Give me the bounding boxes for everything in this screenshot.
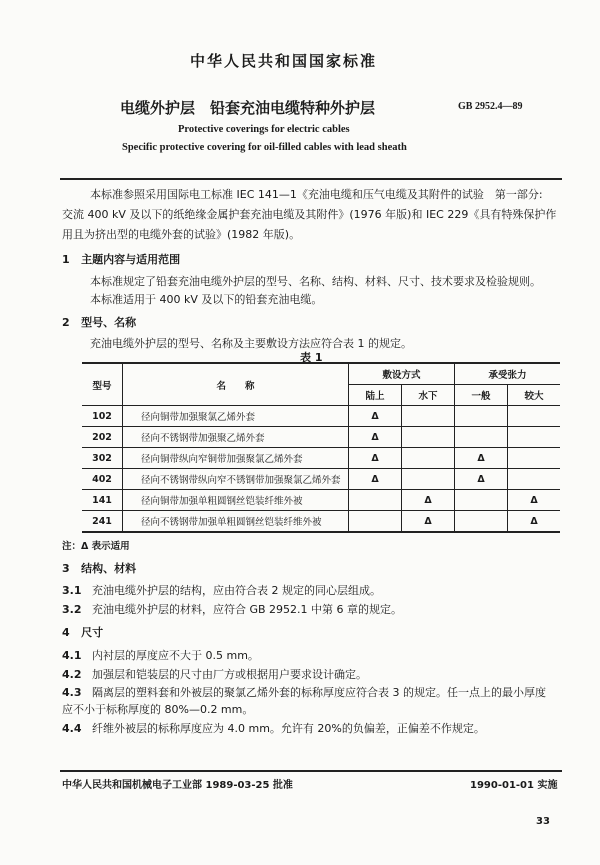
cell-land bbox=[349, 490, 402, 511]
section-title: 主题内容与适用范围 bbox=[81, 253, 181, 266]
section-1-heading bbox=[62, 251, 180, 267]
cell-normal: Δ bbox=[455, 469, 508, 490]
clause-number: 4.3 bbox=[62, 686, 82, 699]
section-number: 2 bbox=[62, 316, 70, 329]
title-en-2: Specific protective covering for oil-filled cables with lead sheath bbox=[122, 142, 407, 153]
cell-model: 241 bbox=[82, 511, 123, 533]
cell-normal: Δ bbox=[455, 448, 508, 469]
cell-land: Δ bbox=[349, 469, 402, 490]
table-row bbox=[82, 406, 560, 427]
section-title: 型号、名称 bbox=[81, 316, 137, 329]
intro-line: 本标准参照采用国际电工标准 IEC 141—1《充油电缆和压气电缆及其附件的试验 第一部分: bbox=[90, 188, 543, 201]
clause-number: 4.2 bbox=[62, 668, 82, 681]
header-model: 型号 bbox=[82, 363, 123, 406]
cell-land: Δ bbox=[349, 427, 402, 448]
header-name: 名 称 bbox=[123, 363, 349, 406]
cell-normal bbox=[455, 490, 508, 511]
clause-number: 4.1 bbox=[62, 649, 82, 662]
table-1 bbox=[82, 362, 560, 533]
title: 电缆外护层 铅套充油电缆特种外护层 bbox=[120, 99, 376, 117]
cell-land: Δ bbox=[349, 406, 402, 427]
section-4-heading bbox=[62, 624, 103, 640]
header-water: 水下 bbox=[402, 385, 455, 406]
standard-number: GB 2952.4—89 bbox=[458, 101, 523, 112]
cell-name: 径向铜带加强单粗圆钢丝铠装纤维外被 bbox=[123, 490, 349, 511]
section-number: 1 bbox=[62, 253, 70, 266]
cell-normal bbox=[455, 427, 508, 448]
cell-model: 141 bbox=[82, 490, 123, 511]
paragraph: 加强层和铠装层的尺寸由厂方或根据用户要求设计确定。 bbox=[92, 668, 367, 681]
cell-name: 径向铜带纵向窄铜带加强聚氯乙烯外套 bbox=[123, 448, 349, 469]
header: 中华人民共和国国家标准 bbox=[190, 52, 378, 70]
cell-large bbox=[508, 469, 561, 490]
table-caption: 表 1 bbox=[300, 351, 323, 364]
header-tension: 承受张力 bbox=[455, 363, 561, 385]
paragraph: 内衬层的厚度应不大于 0.5 mm。 bbox=[92, 649, 259, 662]
cell-model: 202 bbox=[82, 427, 123, 448]
cell-name: 径向不锈钢带加强单粗圆钢丝铠装纤维外被 bbox=[123, 511, 349, 533]
cell-name: 径向铜带加强聚氯乙烯外套 bbox=[123, 406, 349, 427]
cell-large: Δ bbox=[508, 511, 561, 533]
clause-number: 4.4 bbox=[62, 722, 82, 735]
title-en-1: Protective coverings for electric cables bbox=[178, 124, 350, 135]
cell-name: 径向不锈钢带加强聚乙烯外套 bbox=[123, 427, 349, 448]
cell-large bbox=[508, 448, 561, 469]
clause-number: 3.2 bbox=[62, 603, 82, 616]
intro-line: 用且为挤出型的电缆外套的试验》(1982 年版)。 bbox=[62, 228, 301, 241]
paragraph: 纤维外被层的标称厚度应为 4.0 mm。允许有 20%的负偏差，正偏差不作规定。 bbox=[92, 722, 485, 735]
table-row bbox=[82, 511, 560, 533]
cell-large: Δ bbox=[508, 490, 561, 511]
section-2-heading bbox=[62, 314, 136, 330]
cell-water bbox=[402, 406, 455, 427]
paragraph: 本标准规定了铅套充油电缆外护层的型号、名称、结构、材料、尺寸、技术要求及检验规则。 bbox=[90, 275, 541, 288]
cell-large bbox=[508, 427, 561, 448]
header-laying: 敷设方式 bbox=[349, 363, 455, 385]
header-normal: 一般 bbox=[455, 385, 508, 406]
cell-normal bbox=[455, 511, 508, 533]
table-note: 注：Δ 表示适用 bbox=[62, 541, 130, 552]
table-row bbox=[82, 490, 560, 511]
effective-date: 1990-01-01 实施 bbox=[470, 780, 558, 791]
table-row bbox=[82, 469, 560, 490]
cell-water bbox=[402, 427, 455, 448]
section-title: 结构、材料 bbox=[81, 562, 137, 575]
footer-rule bbox=[60, 770, 562, 772]
intro-line: 交流 400 kV 及以下的纸绝缘金属护套充油电缆及其附件》(1976 年版)和 IEC 229《具有特殊保护作 bbox=[62, 208, 557, 221]
paragraph: 充油电缆外护层的型号、名称及主要敷设方法应符合表 1 的规定。 bbox=[90, 337, 412, 350]
page-number: 33 bbox=[536, 816, 550, 827]
paragraph: 应不小于标称厚度的 80%—0.2 mm。 bbox=[62, 703, 254, 716]
cell-land bbox=[349, 511, 402, 533]
approval: 中华人民共和国机械电子工业部 1989-03-25 批准 bbox=[62, 780, 293, 791]
section-number: 3 bbox=[62, 562, 70, 575]
cell-land: Δ bbox=[349, 448, 402, 469]
section-title: 尺寸 bbox=[81, 626, 104, 639]
header-land: 陆上 bbox=[349, 385, 402, 406]
cell-water bbox=[402, 469, 455, 490]
paragraph: 隔离层的塑料套和外被层的聚氯乙烯外套的标称厚度应符合表 3 的规定。任一点上的最小厚度 bbox=[92, 686, 546, 699]
cell-large bbox=[508, 406, 561, 427]
paragraph: 本标准适用于 400 kV 及以下的铅套充油电缆。 bbox=[90, 293, 323, 306]
section-3-heading bbox=[62, 560, 136, 576]
table-row bbox=[82, 427, 560, 448]
cell-water: Δ bbox=[402, 511, 455, 533]
cell-water: Δ bbox=[402, 490, 455, 511]
cell-water bbox=[402, 448, 455, 469]
header-large: 较大 bbox=[508, 385, 561, 406]
title-rule bbox=[60, 178, 562, 180]
section-number: 4 bbox=[62, 626, 70, 639]
cell-model: 302 bbox=[82, 448, 123, 469]
cell-normal bbox=[455, 406, 508, 427]
paragraph: 充油电缆外护层的材料，应符合 GB 2952.1 中第 6 章的规定。 bbox=[92, 603, 403, 616]
paragraph: 充油电缆外护层的结构，应由符合表 2 规定的同心层组成。 bbox=[92, 584, 381, 597]
clause-number: 3.1 bbox=[62, 584, 82, 597]
cell-model: 402 bbox=[82, 469, 123, 490]
table-row bbox=[82, 448, 560, 469]
cell-name: 径向不锈钢带纵向窄不锈钢带加强聚氯乙烯外套 bbox=[123, 469, 349, 490]
cell-model: 102 bbox=[82, 406, 123, 427]
